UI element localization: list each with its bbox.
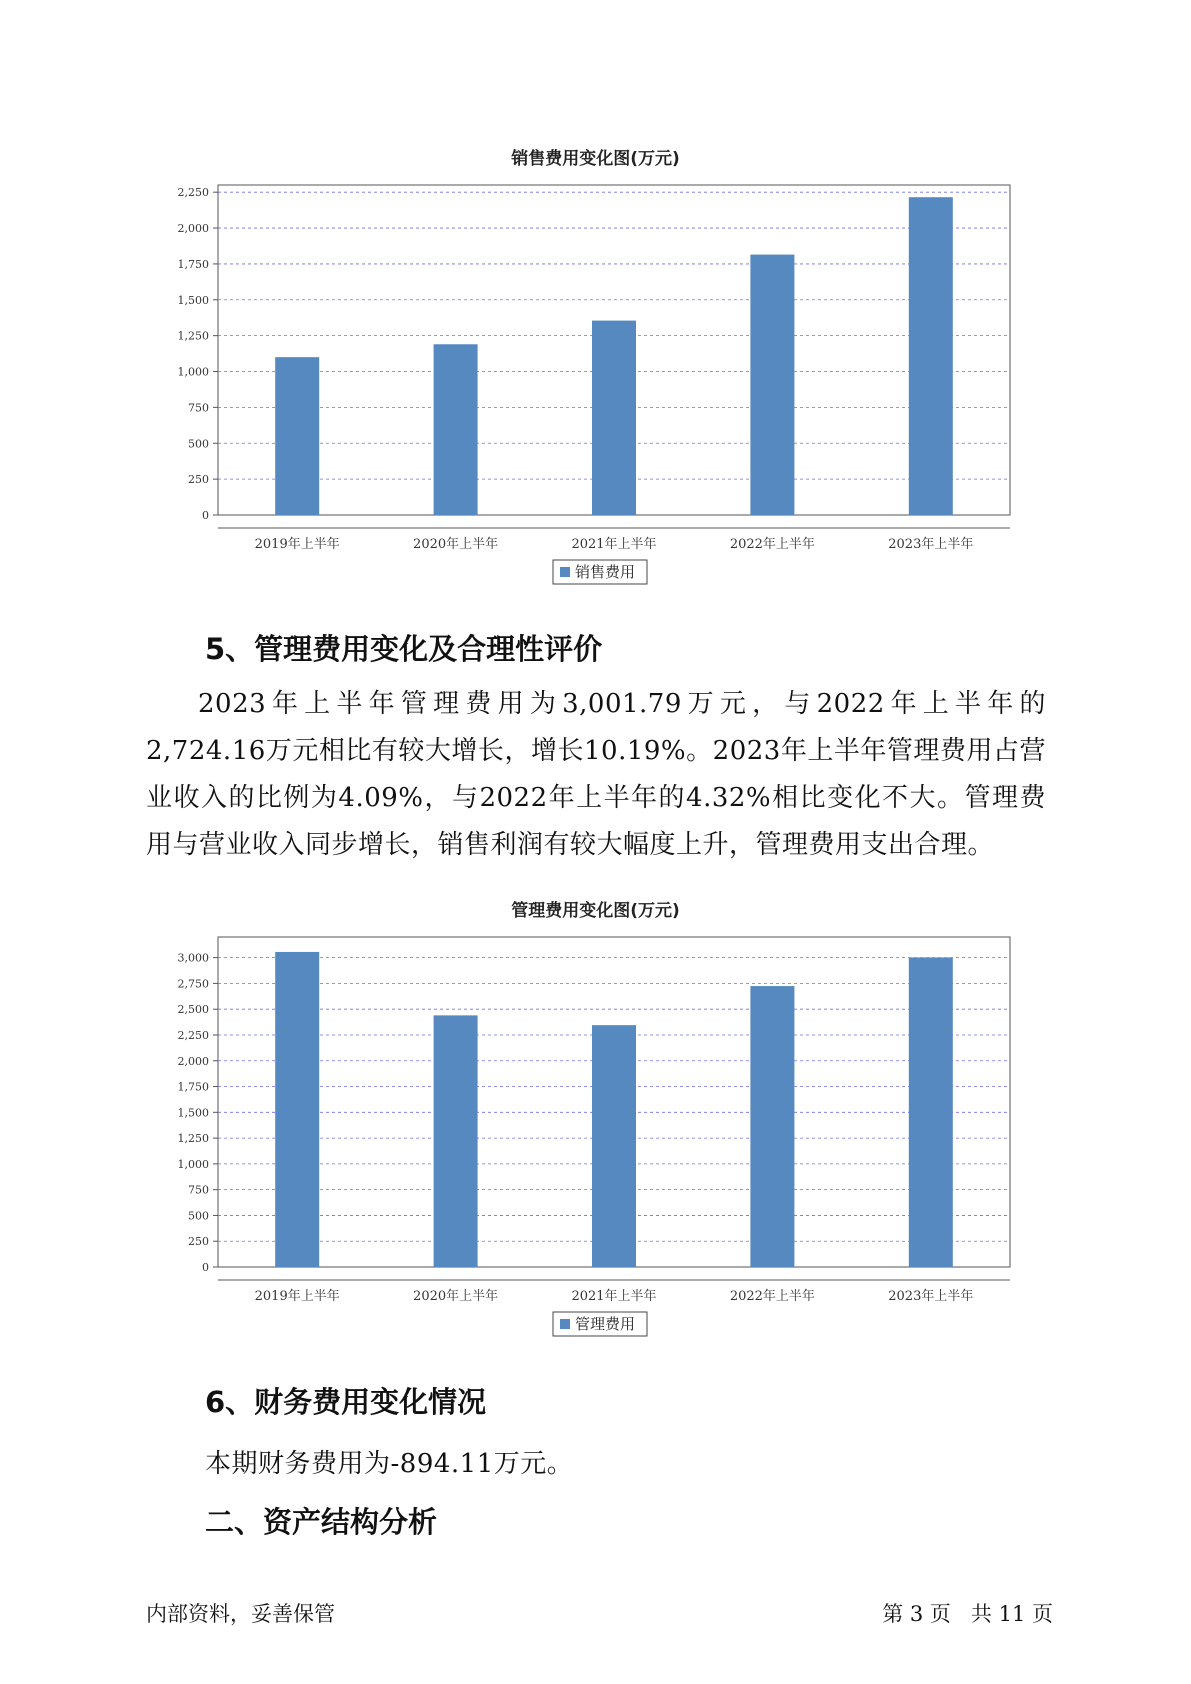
x-tick-label: 2022年上半年 bbox=[729, 1289, 815, 1304]
y-tick-label: 1,750 bbox=[177, 257, 209, 271]
section-6-heading: 6、财务费用变化情况 bbox=[205, 1385, 487, 1419]
section-two-heading: 二、资产结构分析 bbox=[205, 1505, 438, 1539]
legend-label: 管理费用 bbox=[575, 1315, 636, 1333]
bar bbox=[592, 321, 636, 515]
y-tick-label: 250 bbox=[188, 473, 209, 487]
y-tick-label: 2,000 bbox=[177, 222, 209, 236]
footer-left: 内部资料，妥善保管 bbox=[146, 1602, 335, 1626]
y-tick-label: 1,500 bbox=[177, 293, 209, 307]
bar bbox=[275, 952, 319, 1267]
x-tick-label: 2020年上半年 bbox=[413, 537, 499, 552]
y-tick-label: 750 bbox=[188, 401, 209, 415]
section-5-heading: 5、管理费用变化及合理性评价 bbox=[205, 632, 603, 666]
chart-title-sales: 销售费用变化图(万元) bbox=[511, 149, 680, 169]
y-tick-label: 1,250 bbox=[177, 1132, 209, 1146]
x-tick-label: 2022年上半年 bbox=[729, 537, 815, 552]
y-tick-label: 1,500 bbox=[177, 1106, 209, 1120]
bar bbox=[275, 357, 319, 515]
section-6-text: 本期财务费用为-894.11万元。 bbox=[205, 1449, 574, 1479]
bar bbox=[592, 1025, 636, 1267]
y-tick-label: 0 bbox=[202, 509, 209, 522]
legend-swatch bbox=[560, 567, 570, 577]
x-tick-label: 2023年上半年 bbox=[888, 537, 974, 552]
sales-expense-chart bbox=[0, 165, 1191, 605]
bar bbox=[434, 1015, 478, 1267]
bar bbox=[750, 255, 794, 515]
bar bbox=[909, 197, 953, 515]
x-tick-label: 2019年上半年 bbox=[254, 537, 340, 552]
x-tick-label: 2021年上半年 bbox=[571, 537, 657, 552]
y-tick-label: 750 bbox=[188, 1183, 209, 1197]
bar bbox=[750, 986, 794, 1267]
y-tick-label: 2,750 bbox=[177, 977, 209, 991]
y-tick-label: 0 bbox=[202, 1261, 209, 1274]
y-tick-label: 1,000 bbox=[177, 1157, 209, 1171]
legend-swatch bbox=[560, 1319, 570, 1329]
y-tick-label: 2,250 bbox=[177, 186, 209, 200]
bar bbox=[434, 344, 478, 515]
chart-title-admin: 管理费用变化图(万元) bbox=[511, 901, 680, 921]
y-tick-label: 500 bbox=[188, 437, 209, 451]
y-tick-label: 1,000 bbox=[177, 365, 209, 379]
legend-label: 销售费用 bbox=[575, 563, 636, 581]
admin-expense-chart bbox=[0, 917, 1191, 1357]
y-tick-label: 2,250 bbox=[177, 1028, 209, 1042]
y-tick-label: 1,250 bbox=[177, 329, 209, 343]
x-tick-label: 2023年上半年 bbox=[888, 1289, 974, 1304]
x-tick-label: 2020年上半年 bbox=[413, 1289, 499, 1304]
bar bbox=[909, 957, 953, 1267]
section-5-paragraph: 2023年上半年管理费用为3,001.79万元，与2022年上半年的2,724.16万元相比有较大增长，增长10.19%。2023年上半年管理费用占营业收入的比例为4.09%，与2022年上半年的4.32%相比变化不大。管理费用与营业收入同步增长，销售利润有较大幅度上升，管理费用支出合理。 bbox=[146, 689, 1046, 860]
y-tick-label: 3,000 bbox=[177, 951, 209, 965]
y-tick-label: 250 bbox=[188, 1235, 209, 1249]
y-tick-label: 2,000 bbox=[177, 1054, 209, 1068]
y-tick-label: 500 bbox=[188, 1209, 209, 1223]
x-tick-label: 2021年上半年 bbox=[571, 1289, 657, 1304]
x-tick-label: 2019年上半年 bbox=[254, 1289, 340, 1304]
footer-page-number: 第 3 页 共 11 页 bbox=[882, 1602, 1053, 1626]
y-tick-label: 1,750 bbox=[177, 1080, 209, 1094]
y-tick-label: 2,500 bbox=[177, 1003, 209, 1017]
